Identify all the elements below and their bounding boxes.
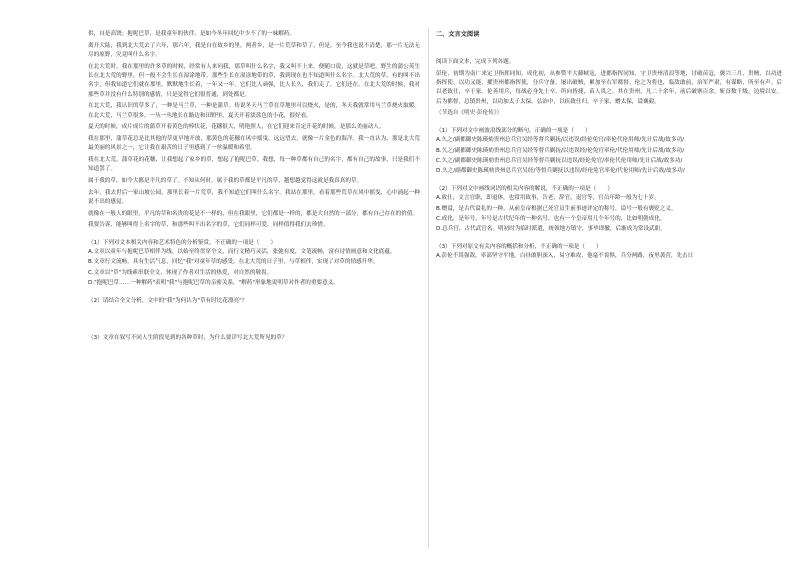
answer-option-a[interactable]: A.久之/副都御史陈瑛劾贵州总兵官吴经等督兵剿抚/以违误/经伦免官/率伦代伦用师/先计后战/故多功/ <box>436 137 685 144</box>
answer-option-a[interactable]: A.致仕，文言官职，即退休，也常用致事，告老，辞官，退官等，官员年龄一般为七十岁。 <box>436 195 660 202</box>
question-stem: （1）下列对文中画波浪线部分的断句，正确的一项是（ ） <box>436 127 591 134</box>
reading-paragraph: 在北大荒时，我在那里的许多草的时候，经常有人来问我，那草叫什么名字，我又叫不上来，便随口说，这就是草吧。野生的蒲公英生长在北大荒的野里，但一般不会生长在湿涂地带。那些生长在湿涂地带的草，我到现在也不知道叫什么名字。北大荒的草，有的叫不出名字，但我知道它们就在那里，默默地生长着，一年又一年。它们比人顽强，比人长久，我们走了，它们还在。在北大荒的时候，我对那些草并没有什么特别的感情，只是觉得它们很普通，到处都是。 <box>88 63 420 98</box>
reading-paragraph: 离开大陆，我到北大荒去了六年，那六年，我是自在故乡的里，两者乡，是一片荒草和草了，但是，至今我也说不清楚，那一片无法无尽的原野，究竟叫什么名字。 <box>88 42 420 58</box>
reading-paragraph: 我要告诉，能够叫得上名字的草，和那些叫不出名字的草，它们同样可爱，同样值得我们去珍惜。 <box>88 222 329 229</box>
reading-paragraph: 去年，我去世后一家山坡公园，那里长着一片荒草，我不知道它们叫什么名字。我站在那里，看着那些荒草在风中摇曳，心中涌起一种说不出的感觉。 <box>88 189 420 205</box>
question-stem: （3）文章在叙写不同人生阶段见到的各种草时，为什么要详写北大荒所见的草？ <box>88 335 288 342</box>
answer-option-b[interactable]: B.久之/副都御史陈瑛劾贵州总兵官吴经等督兵剿抚/以违误经/伦免官率伦/代伦用师/先计后战/故多功/ <box>436 147 685 154</box>
answer-option-b[interactable]: B.赠谥，是古代谥礼的一种，从前皇帝根据已死官员生前事迹评定的称号，谥号一般有褒贬之义。 <box>436 205 677 212</box>
section-title: 二、文言文阅读 <box>436 31 480 38</box>
answer-option-c[interactable]: C.文章以"草"为线索串联全文，体现了作者对生活的热爱，对自然的敬畏。 <box>88 269 273 276</box>
left-column <box>88 30 420 343</box>
answer-space[interactable] <box>88 306 420 326</box>
right-column <box>436 30 782 263</box>
question-stem: （3）下列对原文有关内容的概括和分析，不正确的一项是（ ） <box>436 243 602 250</box>
answer-option-b[interactable]: B.文章行文流畅，具有生活气息，回忆"我"对童年草的感受，在北大荒的日子里，与草相伴，实现了对草的情感升华。 <box>88 259 379 266</box>
question-stem: （2）请结合全文分析，文中的"我"为何认为"草有时比花漂亮"？ <box>88 297 248 304</box>
classical-passage: 彭伦，初期为南广来定卫指挥同知。成化初，从参赞平大藤峡寇，进都指挥同知，守卫贵州清浪等地，讨破苗寇，褒兴三月，贵贼，以功进指挥使。以功又能，擢贵州都指挥使，分兵守备，屡出破贼，累加至右军都督。伦之为将也，临敌敢前，治军严肃，有谋略，所至有声。后以老致仕，卒于家。伦善用兵，每战必身先士卒，所向皆捷，苗人畏之。其在贵州，凡二十余年，前后破寨百余，斩首数千级，边境以安。后为都督，总镇贵州，以功加太子太保。弘治中，以疾致仕归，卒于家，赠太保，谥襄毅。 <box>436 70 782 105</box>
answer-option-a[interactable]: A.文章以童年与抱呢巴草相伴为线，以始至终贯穿全文，而行文精巧灵活，张弛有度，文笔流畅，富有诗情画意和文化底蕴。 <box>88 249 396 255</box>
question-stem: （1）下列对文本相关内容和艺术特色的分析鉴赏，不正确的一项是（ ） <box>88 239 277 246</box>
reading-paragraph: 我在那里，蒲草花总是比其他的草更早地开放，那黄色的花穗在风中摇曳，远远望去，就像一片金色的海洋。我一直认为，那是北大荒最美丽的风景之一，它让我在艰苦的日子里感到了一丝温暖和希望。 <box>88 136 420 152</box>
answer-option-a[interactable]: A.彭伦不畏强敌，率部坚守平地。白昼敢胆深入，易守难攻，他毫不畏惧，兵分两路，夜里袭营，先击日 <box>436 253 694 260</box>
reading-paragraph: 属于我的草，如今大都是平凡的草了。不知从何时，属于我的草都是平凡的草，越想越觉得这就是我真真的草。 <box>88 178 363 184</box>
answer-option-d[interactable]: D.总兵官，古代武官名。明初时为临时派遣，统领地方镇守，事毕即撤，后渐成为常设武职。 <box>436 226 666 233</box>
answer-option-d[interactable]: D.久之/副都御史陈瑛劾贵州总兵官吴经/等督兵剿抚以违误/经伦免官率伦/代伦用师/先计后战/故多功/ <box>436 168 685 175</box>
reading-paragraph: 供，自是高饶；抱呢巴草，是我童年的伙伴，是如今冬年回忆中少不了的一味解药。 <box>88 31 295 37</box>
reading-paragraph: 我在北大荒，蒲草花的花穗，让我想起了家乡的草，想起了抱呢巴草。我想，每一种草都有自己的名字，都有自己的故事，只是我们不知道罢了。 <box>88 157 420 173</box>
column-divider <box>428 28 429 548</box>
reading-paragraph: 在北大荒，我认识的草多了，一种是马兰草，一种是蒲草。传说冬天马兰草在草地里可以烧火，是的，冬天我就常用马兰草烧火取暖。在北大荒，马兰草很多，一丛一丛地长在路边和田野里，夏天开着淡蓝色的小花，很好看。 <box>88 103 420 119</box>
instruction-text: 阅读下面文本，完成下列各题。 <box>436 59 515 65</box>
reading-paragraph: 就像在一般人的眼里，平凡的草和名贵的花是不一样的，但在我眼里，它们都是一样的，都是大自然的一部分，都有自己存在的价值。 <box>88 210 419 217</box>
answer-option-c[interactable]: C.久之/副都御史陈瑛劾贵州总兵官吴经等督兵剿抚以违误/经伦免官/率伦代伦用师/先计后战/故多功/ <box>436 158 683 165</box>
answer-option-c[interactable]: C.成化，是年号。年号是古代纪年的一种名号，也有一个皇帝用几个年号的，比如明朝成化。 <box>436 216 666 223</box>
reading-paragraph: 夏天的时候，成片成片的蒲草开着黄色的棒状花，花穗很大，明艳照人，在它们迎来肯定开花的时候，是那么美丽动人。 <box>88 124 385 131</box>
answer-option-d[interactable]: D."抱呢巴草……一种解药"表明"我"与抱呢巴草的亲密关系，"解药"形象地说明草对作者的重要意义。 <box>88 280 339 287</box>
question-stem: （2）下列对文中画线词语的相关内容的解说，不正确的一项是（ ） <box>436 185 613 192</box>
passage-source: （节选自《明史·彭伦传》） <box>436 110 503 117</box>
